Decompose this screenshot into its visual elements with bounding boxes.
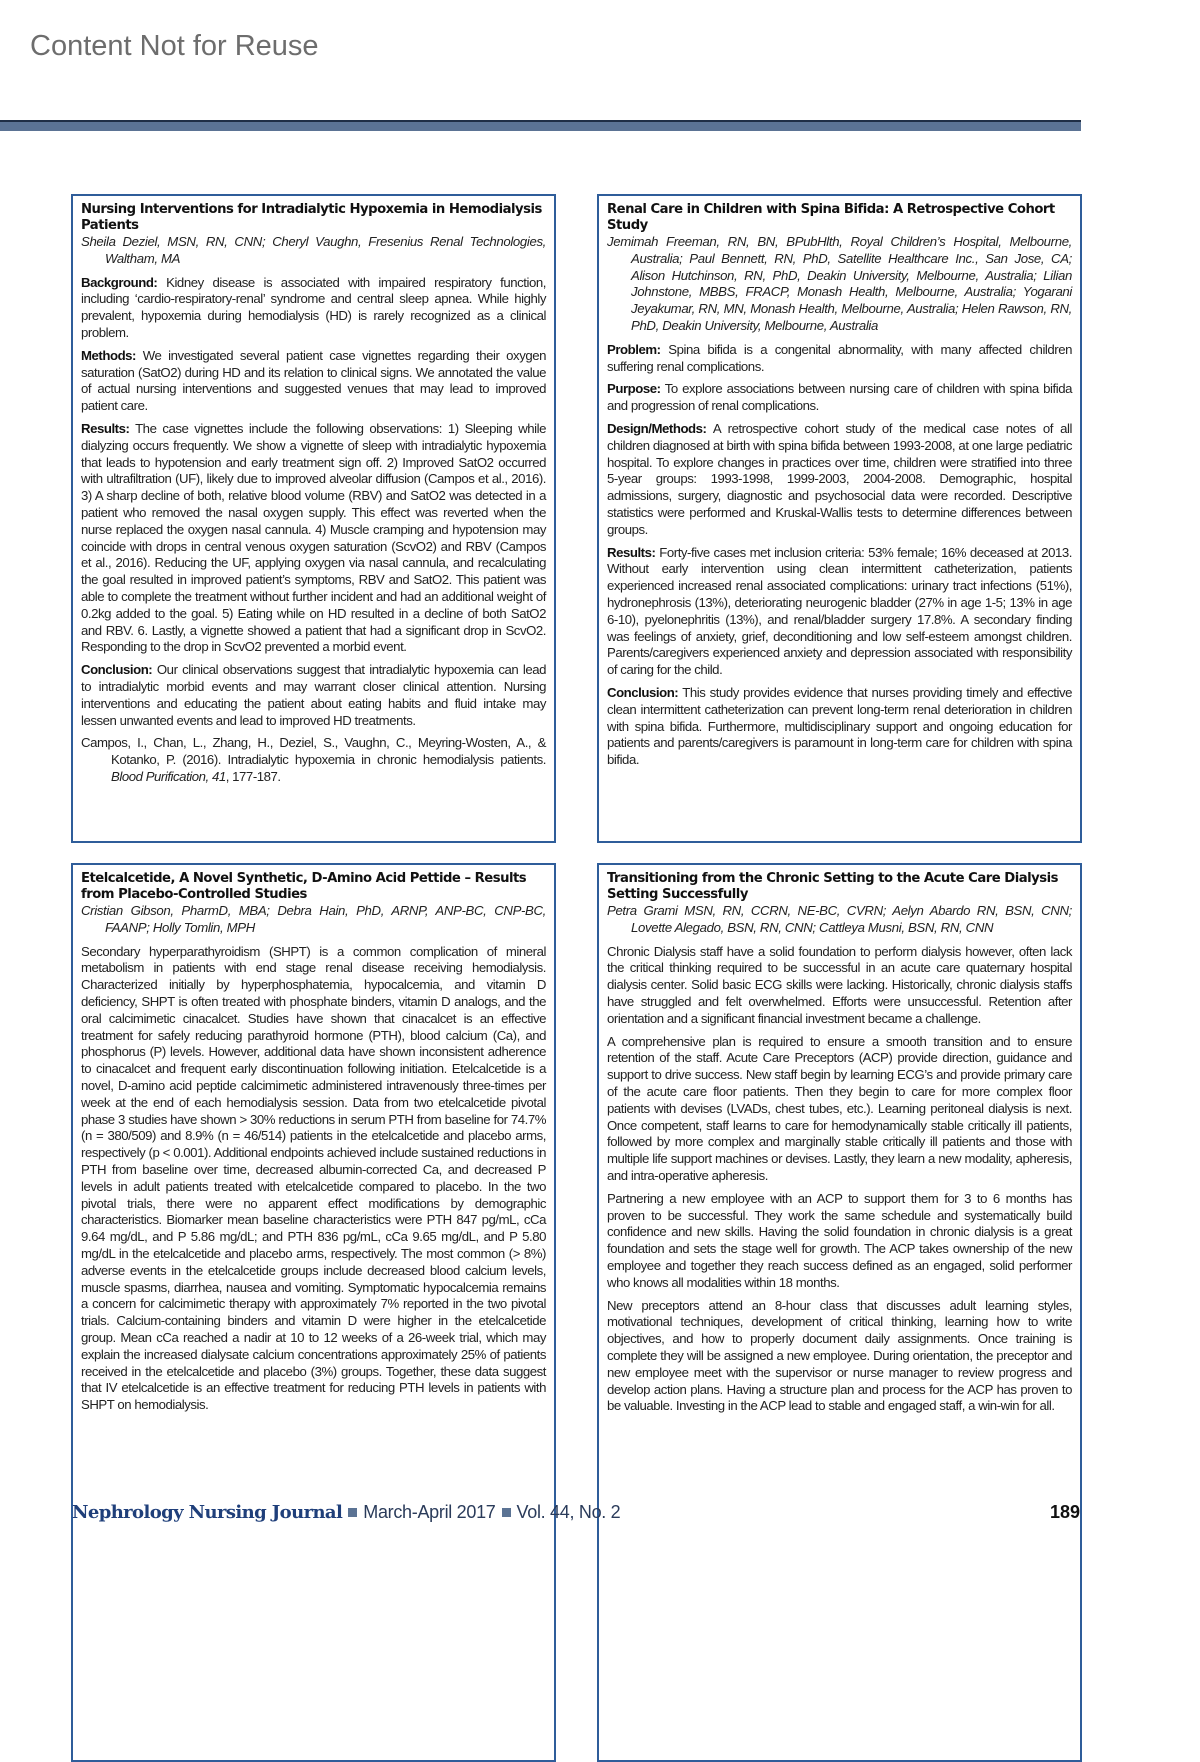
- paragraph-text: Spina bifida is a congenital abnormality, with many affected children suffering renal complications.: [607, 341, 1072, 374]
- section-label: Conclusion:: [81, 662, 153, 678]
- abstract-paragraph: [607, 944, 1072, 1028]
- abstract-box-transitioning: [597, 863, 1082, 1762]
- paragraph-text: Forty-five cases met inclusion criteria: 53% female; 16% deceased at 2013. Without early intervention using clean intermittent catheterization, patients experienced increased renal associated complications: urinary tract infections (51%), hydronephrosis (13%), deteriorating neurogenic bladder (27% in age 1-5; 13% in age 6-10), pyelonephritis (13%), and renal/bladder surgery 17.8%. A secondary finding was feelings of anxiety, grief, deconditioning and low self-esteem amongst children. Parents/caregivers experienced anxiety and depression associated with responsibility of caring for the child.: [607, 544, 1072, 678]
- watermark: Content Not for Reuse: [30, 30, 319, 62]
- paragraph-text: Secondary hyperparathyroidism (SHPT) is a common complication of mineral metabolism in patients with end stage renal disease receiving hemodialysis. Characterized initially by hyperphosphatemia, hypocalcemia, and vitamin D deficiency, SHPT is often treated with phosphate binders, vitamin D analogs, and the oral calcimimetic cinacalcet. Studies have shown that cinacalcet is an effective treatment for safely reducing parathyroid hormone (PTH), blood calcium (Ca), and phosphorus (P) levels. However, additional data have shown inconsistent adherence to cinacalcet and frequent early discontinuation following initiation. Etelcalcetide is a novel, D-amino acid peptide calcimimetic administered intravenously three-times per week at the end of each hemodialysis session. Data from two etelcalcetide pivotal phase 3 studies have shown > 30% reductions in serum PTH from baseline for 74.7% (n = 380/509) and 8.9% (n = 46/514) patients in the etelcalcetide and placebo arms, respectively (p < 0.001). Additional endpoints achieved include sustained reductions in PTH from baseline over time, decreased albumin-corrected Ca, and decreased P levels in adult patients treated with etelcalcetide compared to placebo. In the two pivotal trials, there were no apparent effect modifications by demographic characteristics. Biomarker mean baseline characteristics were PTH 847 pg/mL, cCa 9.64 mg/dL, and P 5.86 mg/dL; and PTH 836 pg/mL, cCa 9.65 mg/dL, and P 5.80 mg/dL in the etelcalcetide and placebo arms, respectively. The most common (> 8%) adverse events in the etelcalcetide groups include decreased blood calcium levels, muscle spasms, diarrhea, nausea and vomiting. Symptomatic hypocalcemia remains a concern for calcimimetic therapy with approximately 7% reported in the two pivotal trials. Calcium-containing binders and vitamin D were higher in the etelcalcetide group. Mean cCa reached a nadir at 10 to 12 weeks of a 26-week trial, which may explain the increased dialysate calcium concentrations approximately 25% of patients received in the etelcalcetide and placebo (3%) groups. Together, these data suggest that IV etelcalcetide is an effective treatment for reducing PTH levels in patients with SHPT on hemodialysis.: [81, 943, 546, 1413]
- abstract-paragraph: [81, 944, 546, 1414]
- abstract-authors: Jemimah Freeman, RN, BN, BPubHlth, Royal Children’s Hospital, Melbourne, Australia; Paul Bennett, RN, PhD, Satellite Healthcare Inc., San Jose, CA; Alison Hutchinson, RN, PhD, Deakin University, Melbourne, Australia; Lilian Johnstone, MBBS, FRACP, Monash Health, Melbourne, Australia; Yogarani Jeyakumar, RN, MN, Monash Health, Melbourne, Australia; Helen Rawson, RN, PhD, Deakin University, Melbourne, Australia: [607, 234, 1072, 333]
- paragraph-text: New preceptors attend an 8-hour class that discusses adult learning styles, motivational techniques, development of critical thinking, learning how to write objectives, and how to properly document daily assignments. Once training is complete they will be assigned a new employee. During orientation, the preceptor and new employee meet with the supervisor or nurse manager to review progress and develop action plans. Having a structure plan and process for the ACP has proven to be valuable. Investing in the ACP lead to stable and engaged staff, a win-win for all.: [607, 1297, 1072, 1414]
- abstract-paragraph: [607, 381, 1072, 415]
- abstract-authors: Petra Grami MSN, RN, CCRN, NE-BC, CVRN; Aelyn Abardo RN, BSN, CNN; Lovette Alegado, BSN, RN, CNN; Cattleya Musni, BSN, RN, CNN: [607, 903, 1072, 935]
- abstract-paragraph: [607, 421, 1072, 539]
- issue-date: March-April 2017: [363, 1502, 496, 1522]
- paragraph-text: We investigated several patient case vignettes regarding their oxygen saturation (SatO2) during HD and its relation to clinical signs. We annotated the value of actual nursing interventions and suggested venues that may lead to improved patient care.: [81, 347, 546, 414]
- volume-info: Vol. 44, No. 2: [516, 1502, 621, 1522]
- abstract-authors: Sheila Deziel, MSN, RN, CNN; Cheryl Vaughn, Fresenius Renal Technologies, Waltham, MA: [81, 234, 546, 266]
- section-label: Problem:: [607, 341, 661, 357]
- paragraph-text: Chronic Dialysis staff have a solid foundation to perform dialysis however, often lack the critical thinking required to be successful in an acute care quaternary hospital dialysis center. Solid basic ECG skills were lacking. Historically, chronic dialysis staffs have struggled and felt overwhelmed. Efforts were unsuccessful. Retention after orientation and a significant financial investment became a challenge.: [607, 943, 1072, 1026]
- paragraph-text: Kidney disease is associated with impaired respiratory function, including ‘cardio-respiratory-renal’ syndrome and central sleep apnea. While highly prevalent, hypoxemia during hemodialysis (HD) is rarely recognized as a clinical problem.: [81, 274, 546, 340]
- section-label: Background:: [81, 274, 158, 290]
- section-label: Design/Methods:: [607, 420, 707, 436]
- abstract-paragraph: [81, 348, 546, 415]
- journal-name: Nephrology Nursing Journal: [72, 1502, 343, 1523]
- abstract-title: Renal Care in Children with Spina Bifida: A Retrospective Cohort Study: [607, 202, 1055, 233]
- abstract-title: Etelcalcetide, A Novel Synthetic, D-Amino Acid Pettide – Results from Placebo-Controlled Studies: [81, 871, 527, 902]
- section-label: Results:: [607, 544, 656, 560]
- abstract-paragraph: [607, 545, 1072, 679]
- section-label: Results:: [81, 420, 130, 436]
- reference: [81, 735, 546, 785]
- abstract-paragraph: [607, 342, 1072, 376]
- section-label: Methods:: [81, 347, 137, 363]
- reference-pages: , 177-187.: [225, 768, 281, 784]
- section-label: Purpose:: [607, 381, 661, 397]
- section-label: Conclusion:: [607, 684, 679, 700]
- page-footer: [72, 1502, 1082, 1528]
- square-bullet-icon: [348, 1508, 357, 1517]
- paragraph-text: Our clinical observations suggest that intradialytic hypoxemia can lead to intradialytic morbid events and may warrant closer clinical attention. Nursing interventions and educating the patient about eating habits and fluid intake may lessen unwanted events and lead to improved HD treatments.: [81, 662, 546, 728]
- header-rule: [0, 120, 1081, 131]
- reference-text: Campos, I., Chan, L., Zhang, H., Deziel, S., Vaughn, C., Meyring-Wosten, A., & Kotanko, P. (2016). Intradialytic hypoxemia in chronic hemodialysis patients.: [81, 735, 546, 768]
- abstract-authors: Cristian Gibson, PharmD, MBA; Debra Hain, PhD, ARNP, ANP-BC, CNP-BC, FAANP; Holly Tomlin, MPH: [81, 903, 546, 935]
- abstract-paragraph: [81, 275, 546, 342]
- reference-journal: Blood Purification, 41: [111, 768, 226, 784]
- paragraph-text: Partnering a new employee with an ACP to support them for 3 to 6 months has proven to be successful. They work the same schedule and systematically build confidence and new skills. Having the solid foundation in chronic dialysis is a great foundation and sets the stage well for growth. The ACP takes ownership of the new employee and together they reach success defined as an engaged, solid performer who knows all modalities within 18 months.: [607, 1190, 1072, 1290]
- abstract-paragraph: [607, 685, 1072, 769]
- abstract-box-etelcalcetide: [71, 863, 556, 1762]
- abstract-box-hypoxemia: [71, 194, 556, 843]
- abstract-paragraph: [81, 421, 546, 656]
- abstract-paragraph: [607, 1034, 1072, 1185]
- abstract-paragraph: [607, 1191, 1072, 1292]
- square-bullet-icon: [502, 1508, 511, 1517]
- abstract-box-spina-bifida: [597, 194, 1082, 843]
- paragraph-text: A comprehensive plan is required to ensure a smooth transition and to ensure retention of the staff. Acute Care Preceptors (ACP) provide direction, guidance and support to drive success. New staff begin by learning ECG’s and provide primary care of the acute care floor patients. Then they begin to care for more complex floor patients with devises (LVADs, chest tubes, etc.). Learning peritoneal dialysis is next. Once competent, staff learns to care for hemodynamically stable critically ill patients, followed by more complex and marginally stable critically ill patients and those with multiple life support machines or devises. Lastly, they learn a new modality, apheresis, and intra-operative apheresis.: [607, 1033, 1072, 1183]
- paragraph-text: To explore associations between nursing care of children with spina bifida and progression of renal complications.: [607, 381, 1072, 414]
- abstract-title: Nursing Interventions for Intradialytic Hypoxemia in Hemodialysis Patients: [81, 202, 542, 233]
- abstract-title: Transitioning from the Chronic Setting to the Acute Care Dialysis Setting Successfully: [607, 871, 1058, 902]
- paragraph-text: A retrospective cohort study of the medical case notes of all children diagnosed at birth with spina bifida between 1993-2008, at one large pediatric hospital. To explore changes in practices over time, children were stratified into three 5-year groups: 1993-1998, 1999-2003, 2004-2008. Demographic, hospital admissions, surgery, diagnostic and psychosocial data were recorded. Descriptive statistics were performed and Kruskal-Wallis tests to determine differences between groups.: [607, 420, 1072, 537]
- page-number: 189: [1049, 1502, 1080, 1522]
- paragraph-text: The case vignettes include the following observations: 1) Sleeping while dialyzing occurs frequently. We show a vignette of sleep with intradialytic hypoxemia that leads to hypotension and early treatment sign off. 2) Improved SatO2 occurred with ultrafiltration (UF), likely due to improved alveolar diffusion (Campos et al., 2016). 3) A sharp decline of both, relative blood volume (RBV) and SatO2 was detected in a patient who removed the nasal oxygen supply. This effect was reverted when the nurse replaced the oxygen nasal cannula. 4) Muscle cramping and hypotension may coincide with drops in central venous oxygen saturation (ScvO2) and RBV (Campos et al., 2016). Reducing the UF, applying oxygen via nasal cannula, and recalculating the goal resulted in improved patient’s symptoms, RBV and SatO2. This patient was able to complete the treatment without further incident and had an additional weight of 0.2kg added to the goal. 5) Eating while on HD resulted in a decline of both SatO2 and RBV. 6. Lastly, a vignette showed a patient that had a significant drop in ScvO2. Responding to the drop in ScvO2 prevented a morbid event.: [81, 420, 546, 655]
- abstract-paragraph: [81, 662, 546, 729]
- abstract-paragraph: [607, 1298, 1072, 1416]
- paragraph-text: This study provides evidence that nurses providing timely and effective clean intermittent catheterization can prevent long-term renal deterioration in children with spina bifida. Furthermore, multidisciplinary support and ongoing education for patients and parents/caregivers is paramount in long-term care for children with spina bifida.: [607, 684, 1072, 768]
